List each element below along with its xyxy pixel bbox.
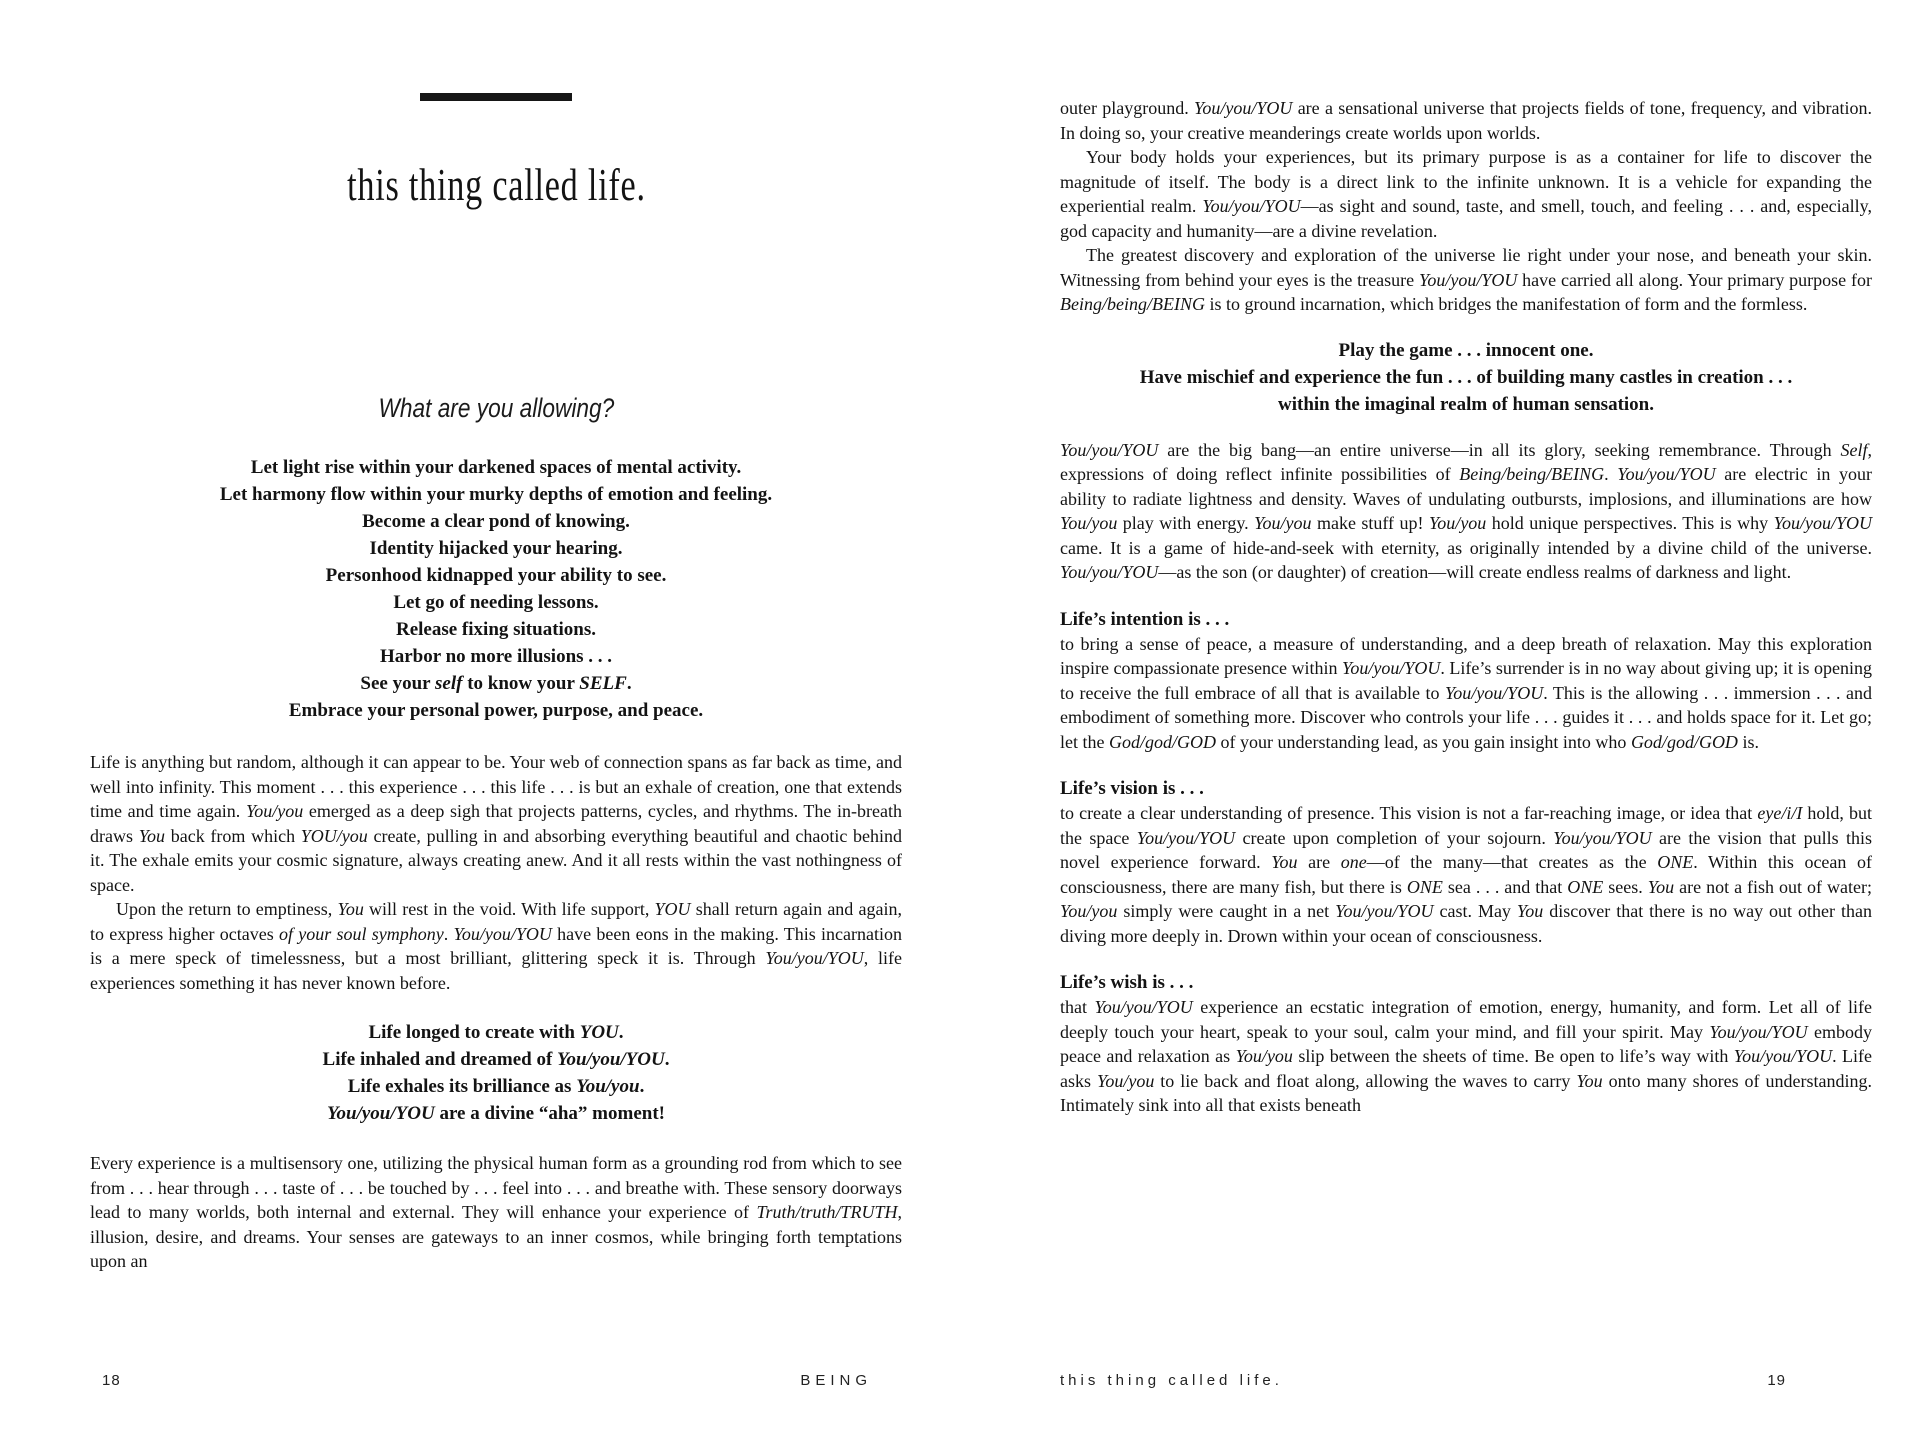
- verse-line: Personhood kidnapped your ability to see.: [325, 565, 667, 586]
- page-right: [1060, 0, 1872, 1440]
- body-paragraph: Upon the return to emptiness, You will rest in the void. With life support, YOU shall return again and again, to express higher octaves of your soul symphony. You/you/YOU have been eons in the making. This incarnation is a mere speck of timelessness, but a most brilliant, glittering speck it is. Through You/you/YOU, life experiences something it has never known before.: [90, 899, 903, 993]
- page-number: 18: [102, 1372, 121, 1389]
- verse-line: within the imaginal realm of human sensation.: [1278, 393, 1654, 415]
- verse-line: Harbor no more illusions . . .: [379, 646, 613, 667]
- verse-block-play-the-game: [1060, 337, 1872, 418]
- chapter-subtitle-text: What are you allowing?: [378, 393, 614, 423]
- verse-line: Become a clear pond of knowing.: [362, 511, 630, 532]
- verse-line: Play the game . . . innocent one.: [1338, 339, 1594, 361]
- verse-line: Have mischief and experience the fun . . . of building many castles in creation . . .: [1139, 366, 1793, 388]
- running-head: BEING: [800, 1372, 872, 1389]
- body-paragraph: Life is anything but random, although it can appear to be. Your web of connection spans as far back as time, and well into infinity. This moment . . . this experience . . . this life . . . is but an exhale of creation, one that extends time and time again. You/you emerged as a deep sigh that projects patterns, cycles, and rhythms. The in-breath draws You back from which YOU/you create, pulling in and absorbing everything beautiful and chaotic behind it. The exhale emits your cosmic signature, always creating anew. And it all rests within the vast nothingness of space.: [90, 752, 902, 895]
- page-footer-left: [90, 1372, 902, 1389]
- page-number: 19: [1767, 1372, 1786, 1389]
- verse-line: Life exhales its brilliance as You/you.: [347, 1076, 645, 1097]
- verse-line: Let go of needing lessons.: [393, 592, 599, 613]
- verse-line: Embrace your personal power, purpose, and peace.: [288, 700, 704, 721]
- verse-line: Let light rise within your darkened spaces of mental activity.: [250, 457, 742, 478]
- verse-line: Identity hijacked your hearing.: [369, 538, 623, 559]
- body-paragraph: outer playground. You/you/YOU are a sensational universe that projects fields of tone, frequency, and vibration. In doing so, your creative meanderings create worlds upon worlds.: [1060, 98, 1872, 143]
- verse-block-life-longed: [90, 1019, 902, 1127]
- section-heading: Life’s intention is . . .: [1060, 608, 1230, 630]
- body-paragraph: Every experience is a multisensory one, utilizing the physical human form as a grounding rod from which to see from . . . hear through . . . taste of . . . be touched by . . . feel into . . . and breathe with. These sensory doorways lead to many worlds, both internal and external. They will enhance your experience of Truth/truth/TRUTH, illusion, desire, and dreams. Your senses are gateways to an inner cosmos, while bringing forth temptations upon an: [90, 1153, 902, 1271]
- section-heading: Life’s wish is . . .: [1060, 972, 1194, 993]
- verse-line: You/you/YOU are a divine “aha” moment!: [327, 1103, 665, 1124]
- verse-line: Release fixing situations.: [395, 619, 597, 640]
- page-left: [90, 0, 902, 1440]
- verse-line: Let harmony flow within your murky depths of emotion and feeling.: [219, 484, 773, 505]
- chapter-title-text: this thing called life.: [346, 160, 646, 210]
- section-body: to create a clear understanding of presence. This vision is not a far-reaching image, or idea that eye/i/I hold, but the space You/you/YOU create upon completion of your sojourn. You/you/YOU are the vision that pulls this novel experience forward. You are one—of the many—that creates as the ONE. Within this ocean of consciousness, there are many fish, but there is ONE sea . . . and that ONE sees. You are not a fish out of water; You/you simply were caught in a net You/you/YOU cast. May You discover that there is no way out other than diving more deeply in. Drown within your ocean of consciousness.: [1060, 803, 1873, 946]
- verse-line: Life longed to create with YOU.: [368, 1022, 624, 1043]
- section-body: that You/you/YOU experience an ecstatic integration of emotion, energy, humanity, and form. Let all of life deeply touch your heart, speak to your soul, calm your mind, and fill your spirit. May You/you/YOU embody peace and relaxation as You/you slip between the sheets of time. Be open to life’s way with You/you/YOU. Life asks You/you to lie back and float along, allowing the waves to carry You onto many shores of understanding. Intimately sink into all that exists beneath: [1060, 997, 1873, 1115]
- chapter-ornament-rule: [420, 93, 572, 101]
- body-paragraph-big-bang: [1060, 438, 1872, 585]
- body-paragraphs-right-top: [1060, 96, 1872, 317]
- section-lifes-wish: [1060, 970, 1872, 1118]
- verse-line: Life inhaled and dreamed of You/you/YOU.: [322, 1049, 670, 1070]
- page-footer-right: [1060, 1372, 1872, 1389]
- body-paragraph: You/you/YOU are the big bang—an entire universe—in all its glory, seeking remembrance. Through Self, expressions of doing reflect infinite possibilities of Being/being/BEING. You/you/YOU are electric in your ability to radiate lightness and density. Waves of undulating outbursts, implosions, and illuminations are how You/you play with energy. You/you make stuff up! You/you hold unique perspectives. This is why You/you/YOU came. It is a game of hide-and-seek with eternity, as originally intended by a divine child of the universe. You/you/YOU—as the son (or daughter) of creation—will create endless realms of darkness and light.: [1060, 439, 1872, 582]
- verse-block-allowing: [90, 454, 902, 724]
- body-paragraph: The greatest discovery and exploration of the universe lie right under your nose, and beneath your skin. Witnessing from behind your eyes is the treasure You/you/YOU have carried all along. Your primary purpose for Being/being/BEING is to ground incarnation, which bridges the manifestation of form and the formless.: [1060, 245, 1872, 314]
- body-paragraph-last-left: [90, 1151, 902, 1274]
- section-lifes-vision: [1060, 776, 1872, 948]
- section-lifes-intention: [1060, 607, 1872, 755]
- verse-line: See your self to know your SELF.: [360, 673, 632, 694]
- chapter-title: [90, 159, 902, 211]
- body-paragraphs-left: [90, 750, 902, 995]
- body-paragraph: Your body holds your experiences, but its primary purpose is as a container for life to discover the magnitude of itself. The body is a direct link to the infinite unknown. It is a vehicle for expanding the experiential realm. You/you/YOU—as sight and sound, taste, and smell, touch, and feeling . . . and, especially, god capacity and humanity—are a divine revelation.: [1060, 147, 1872, 241]
- section-heading: Life’s vision is . . .: [1060, 778, 1204, 799]
- chapter-subtitle: [90, 393, 902, 424]
- running-head: this thing called life.: [1060, 1372, 1283, 1389]
- section-body: to bring a sense of peace, a measure of understanding, and a deep breath of relaxation. May this exploration inspire compassionate presence within You/you/YOU. Life’s surrender is in no way about giving up; it is opening to receive the full embrace of all that is available to You/you/YOU. This is the allowing . . . immersion . . . and embodiment of something more. Discover who controls your life . . . guides it . . . and holds space for it. Let go; let the God/god/GOD of your understanding lead, as you gain insight into who God/god/GOD is.: [1060, 633, 1873, 752]
